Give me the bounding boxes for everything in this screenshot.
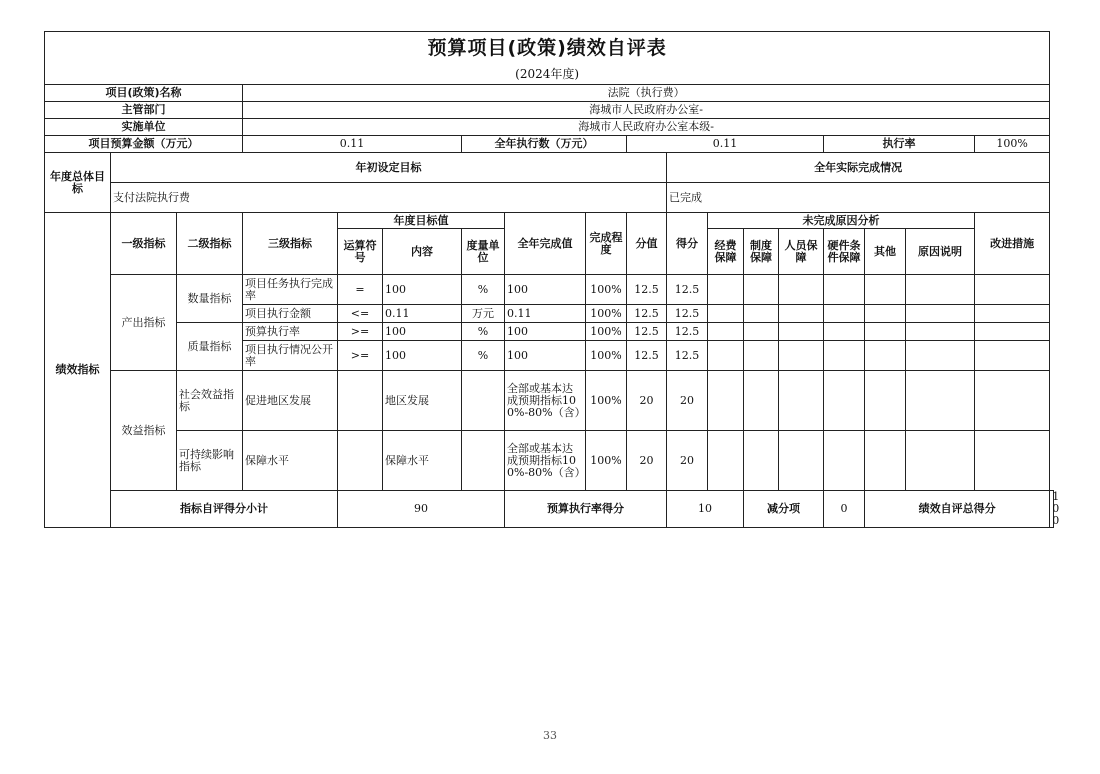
initial-goal-header: 年初设定目标: [111, 153, 667, 183]
level3-cell: 项目执行金额: [243, 305, 338, 323]
empty-cell: [779, 323, 824, 341]
completed-cell: 100: [505, 323, 586, 341]
op-cell: [338, 431, 383, 491]
completed-cell: 100: [505, 341, 586, 371]
level3-cell: 项目任务执行完成率: [243, 275, 338, 305]
actual-completion-header: 全年实际完成情况: [667, 153, 1050, 183]
minus-value: 0: [824, 491, 865, 528]
form-title: 预算项目(政策)绩效自评表: [45, 32, 1050, 65]
degree-cell: 100%: [586, 371, 627, 431]
budget-score-label: 预算执行率得分: [505, 491, 667, 528]
empty-cell: [779, 275, 824, 305]
project-name-value: 法院（执行费）: [243, 85, 1050, 102]
score-value-cell: 12.5: [627, 341, 667, 371]
annual-goal-label: 年度总体目标: [45, 153, 111, 213]
empty-cell: [744, 341, 779, 371]
content-cell: 100: [383, 323, 462, 341]
score-value-cell: 20: [627, 371, 667, 431]
total-score-label: 绩效自评总得分: [865, 491, 1050, 528]
level2-cell: 可持续影响指标: [177, 431, 243, 491]
empty-cell: [975, 431, 1050, 491]
total-score-value: 100: [1050, 491, 1054, 528]
level3-cell: 保障水平: [243, 431, 338, 491]
empty-cell: [865, 341, 906, 371]
degree-cell: 100%: [586, 323, 627, 341]
execution-amount-label: 全年执行数（万元）: [462, 136, 627, 153]
empty-cell: [906, 371, 975, 431]
performance-indicator-label: 绩效指标: [45, 213, 111, 528]
header-op: 运算符号: [338, 229, 383, 275]
header-reason-group: 未完成原因分析: [708, 213, 975, 229]
table-row: [45, 275, 1054, 305]
empty-cell: [744, 305, 779, 323]
degree-cell: 100%: [586, 275, 627, 305]
score-value-cell: 20: [627, 431, 667, 491]
execution-rate-value: 100%: [975, 136, 1050, 153]
empty-cell: [975, 371, 1050, 431]
content-cell: 100: [383, 275, 462, 305]
quality-indicator-cell: 质量指标: [177, 323, 243, 371]
empty-cell: [824, 371, 865, 431]
effect-indicator-cell: 效益指标: [111, 371, 177, 491]
empty-cell: [975, 323, 1050, 341]
unit-cell: 万元: [462, 305, 505, 323]
unit-cell: %: [462, 341, 505, 371]
header-reason-system: 制度保障: [744, 229, 779, 275]
header-score: 得分: [667, 213, 708, 275]
empty-cell: [906, 341, 975, 371]
empty-cell: [865, 305, 906, 323]
op-cell: =: [338, 275, 383, 305]
unit-cell: [462, 371, 505, 431]
quantity-indicator-cell: 数量指标: [177, 275, 243, 323]
unit-cell: %: [462, 323, 505, 341]
empty-cell: [708, 371, 744, 431]
content-cell: 100: [383, 341, 462, 371]
level2-cell: 社会效益指标: [177, 371, 243, 431]
budget-amount-value: 0.11: [243, 136, 462, 153]
empty-cell: [744, 371, 779, 431]
score-cell: 20: [667, 431, 708, 491]
header-reason-fund: 经费保障: [708, 229, 744, 275]
unit-value: 海城市人民政府办公室本级-: [243, 119, 1050, 136]
score-cell: 12.5: [667, 305, 708, 323]
header-level2: 二级指标: [177, 213, 243, 275]
score-value-cell: 12.5: [627, 275, 667, 305]
empty-cell: [865, 431, 906, 491]
empty-cell: [708, 323, 744, 341]
empty-cell: [779, 371, 824, 431]
score-cell: 20: [667, 371, 708, 431]
project-name-label: 项目(政策)名称: [45, 85, 243, 102]
department-value: 海城市人民政府办公室-: [243, 102, 1050, 119]
empty-cell: [865, 275, 906, 305]
empty-cell: [975, 341, 1050, 371]
form-year: (2024年度): [45, 65, 1050, 85]
empty-cell: [824, 431, 865, 491]
evaluation-sheet: [44, 31, 1060, 528]
score-cell: 12.5: [667, 275, 708, 305]
empty-cell: [906, 323, 975, 341]
op-cell: >=: [338, 341, 383, 371]
empty-cell: [779, 431, 824, 491]
empty-cell: [975, 305, 1050, 323]
empty-cell: [824, 341, 865, 371]
empty-cell: [708, 305, 744, 323]
level3-cell: 项目执行情况公开率: [243, 341, 338, 371]
self-score-label: 指标自评得分小计: [111, 491, 338, 528]
degree-cell: 100%: [586, 341, 627, 371]
empty-cell: [824, 275, 865, 305]
empty-cell: [865, 323, 906, 341]
op-cell: [338, 371, 383, 431]
content-cell: 保障水平: [383, 431, 462, 491]
execution-amount-value: 0.11: [627, 136, 824, 153]
empty-cell: [744, 323, 779, 341]
completed-cell: 100: [505, 275, 586, 305]
evaluation-table: [44, 31, 1060, 528]
unit-label: 实施单位: [45, 119, 243, 136]
header-reason-hardware: 硬件条件保障: [824, 229, 865, 275]
budget-amount-label: 项目预算金额（万元）: [45, 136, 243, 153]
header-content: 内容: [383, 229, 462, 275]
minus-label: 减分项: [744, 491, 824, 528]
empty-cell: [779, 341, 824, 371]
header-score-value: 分值: [627, 213, 667, 275]
completed-cell: 0.11: [505, 305, 586, 323]
empty-cell: [708, 275, 744, 305]
table-row: [45, 323, 1054, 341]
empty-cell: [865, 371, 906, 431]
header-completed: 全年完成值: [505, 213, 586, 275]
score-cell: 12.5: [667, 323, 708, 341]
header-degree: 完成程度: [586, 213, 627, 275]
empty-cell: [708, 341, 744, 371]
op-cell: <=: [338, 305, 383, 323]
table-row: [45, 371, 1054, 431]
header-unit: 度量单位: [462, 229, 505, 275]
header-reason-staff: 人员保障: [779, 229, 824, 275]
actual-completion-value: 已完成: [667, 183, 1050, 213]
empty-cell: [824, 305, 865, 323]
output-indicator-cell: 产出指标: [111, 275, 177, 371]
empty-cell: [744, 431, 779, 491]
completed-cell: 全部或基本达成预期指标100%-80%（含）: [505, 371, 586, 431]
header-level3: 三级指标: [243, 213, 338, 275]
level3-cell: 预算执行率: [243, 323, 338, 341]
content-cell: 0.11: [383, 305, 462, 323]
empty-cell: [906, 305, 975, 323]
budget-score-value: 10: [667, 491, 744, 528]
empty-cell: [975, 275, 1050, 305]
empty-cell: [906, 275, 975, 305]
score-value-cell: 12.5: [627, 305, 667, 323]
degree-cell: 100%: [586, 305, 627, 323]
score-value-cell: 12.5: [627, 323, 667, 341]
header-level1: 一级指标: [111, 213, 177, 275]
completed-cell: 全部或基本达成预期指标100%-80%（含）: [505, 431, 586, 491]
page-number: 33: [543, 729, 557, 742]
level3-cell: 促进地区发展: [243, 371, 338, 431]
department-label: 主管部门: [45, 102, 243, 119]
header-reason-desc: 原因说明: [906, 229, 975, 275]
unit-cell: %: [462, 275, 505, 305]
header-reason-other: 其他: [865, 229, 906, 275]
score-cell: 12.5: [667, 341, 708, 371]
empty-cell: [744, 275, 779, 305]
self-score-value: 90: [338, 491, 505, 528]
header-target-group: 年度目标值: [338, 213, 505, 229]
header-improve: 改进措施: [975, 213, 1050, 275]
empty-cell: [824, 323, 865, 341]
content-cell: 地区发展: [383, 371, 462, 431]
empty-cell: [708, 431, 744, 491]
degree-cell: 100%: [586, 431, 627, 491]
initial-goal-value: 支付法院执行费: [111, 183, 667, 213]
op-cell: >=: [338, 323, 383, 341]
empty-cell: [906, 431, 975, 491]
table-row: [45, 431, 1054, 491]
empty-cell: [779, 305, 824, 323]
execution-rate-label: 执行率: [824, 136, 975, 153]
unit-cell: [462, 431, 505, 491]
